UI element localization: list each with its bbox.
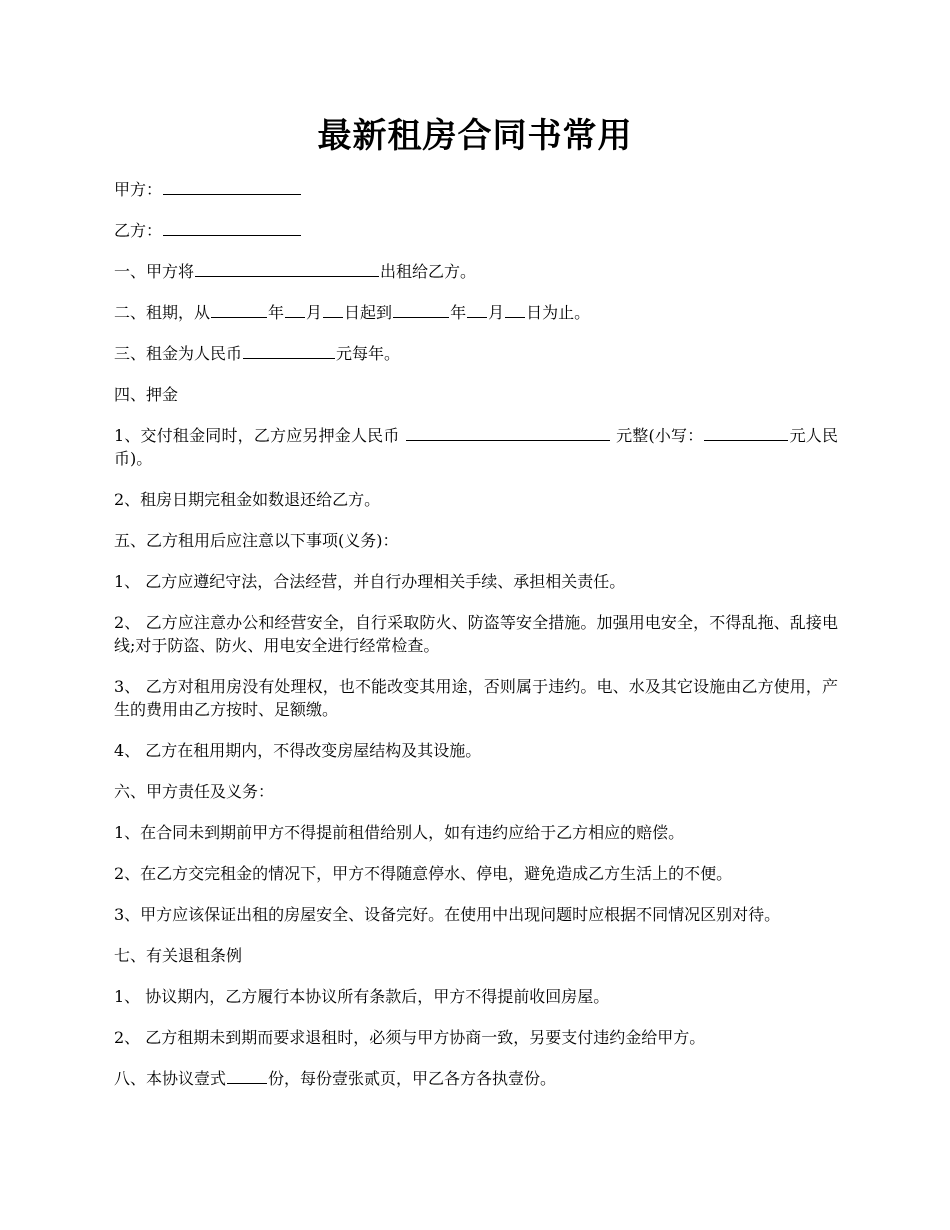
clause-5-3: 3、 乙方对租用房没有处理权，也不能改变其用途，否则属于违约。电、水及其它设施由乙方使用，产生的费用由乙方按时、足额缴。 <box>114 677 838 719</box>
deposit-lowercase-blank <box>704 425 788 441</box>
clause-3: 三、租金为人民币 元每年。 <box>114 344 401 363</box>
page-title: 最新租房合同书常用 <box>317 116 633 156</box>
clause-8: 八、本协议壹式 份，每份壹张贰页，甲乙各方各执壹份。 <box>114 1069 557 1088</box>
clause-7-2: 2、 乙方租期未到期而要求退租时，必须与甲方协商一致，另要支付违约金给甲方。 <box>114 1028 706 1047</box>
clause-6-2: 2、在乙方交完租金的情况下，甲方不得随意停水、停电，避免造成乙方生活上的不便。 <box>114 864 733 883</box>
clause-5-2: 2、 乙方应注意办公和经营安全，自行采取防火、防盗等安全措施。加强用电安全，不得乱拖、乱接电线;对于防盗、防火、用电安全进行经常检查。 <box>114 613 838 655</box>
contract-body <box>114 178 838 1108</box>
start-day-blank <box>323 302 343 318</box>
end-day-blank <box>505 302 525 318</box>
section-6-heading: 六、甲方责任及义务： <box>114 782 275 801</box>
section-4-heading: 四、押金 <box>114 385 179 404</box>
clause-4-2: 2、租房日期完租金如数退还给乙方。 <box>114 490 381 509</box>
clause-7-1: 1、 协议期内，乙方履行本协议所有条款后，甲方不得提前收回房屋。 <box>114 987 610 1006</box>
clause-4-1: 1、交付租金同时，乙方应另押金人民币 元整(小写： 元人民币)。 <box>114 426 838 468</box>
clause-1: 一、甲方将 出租给乙方。 <box>114 262 477 281</box>
start-month-blank <box>285 302 305 318</box>
clause-5-1: 1、 乙方应遵纪守法，合法经营，并自行办理相关手续、承担相关责任。 <box>114 572 626 591</box>
clause-2: 二、租期，从 年 月 日起到 年 月 日为止。 <box>114 303 591 322</box>
section-5-heading: 五、乙方租用后应注意以下事项(义务)： <box>114 531 399 550</box>
end-month-blank <box>467 302 487 318</box>
end-year-blank <box>393 302 449 318</box>
clause-6-3: 3、甲方应该保证出租的房屋安全、设备完好。在使用中出现问题时应根据不同情况区别对待。 <box>114 905 781 924</box>
rent-blank <box>243 343 335 359</box>
party-b-line: 乙方： <box>114 219 838 242</box>
start-year-blank <box>211 302 267 318</box>
party-a-line: 甲方： <box>114 178 838 201</box>
party-b-blank <box>163 220 301 236</box>
copies-blank <box>227 1068 267 1084</box>
deposit-blank <box>406 425 610 441</box>
property-blank <box>195 261 379 277</box>
clause-5-4: 4、 乙方在租用期内，不得改变房屋结构及其设施。 <box>114 741 482 760</box>
clause-6-1: 1、在合同未到期前甲方不得提前租借给别人，如有违约应给于乙方相应的赔偿。 <box>114 823 685 842</box>
party-a-blank <box>163 179 301 195</box>
section-7-heading: 七、有关退租条例 <box>114 946 243 965</box>
